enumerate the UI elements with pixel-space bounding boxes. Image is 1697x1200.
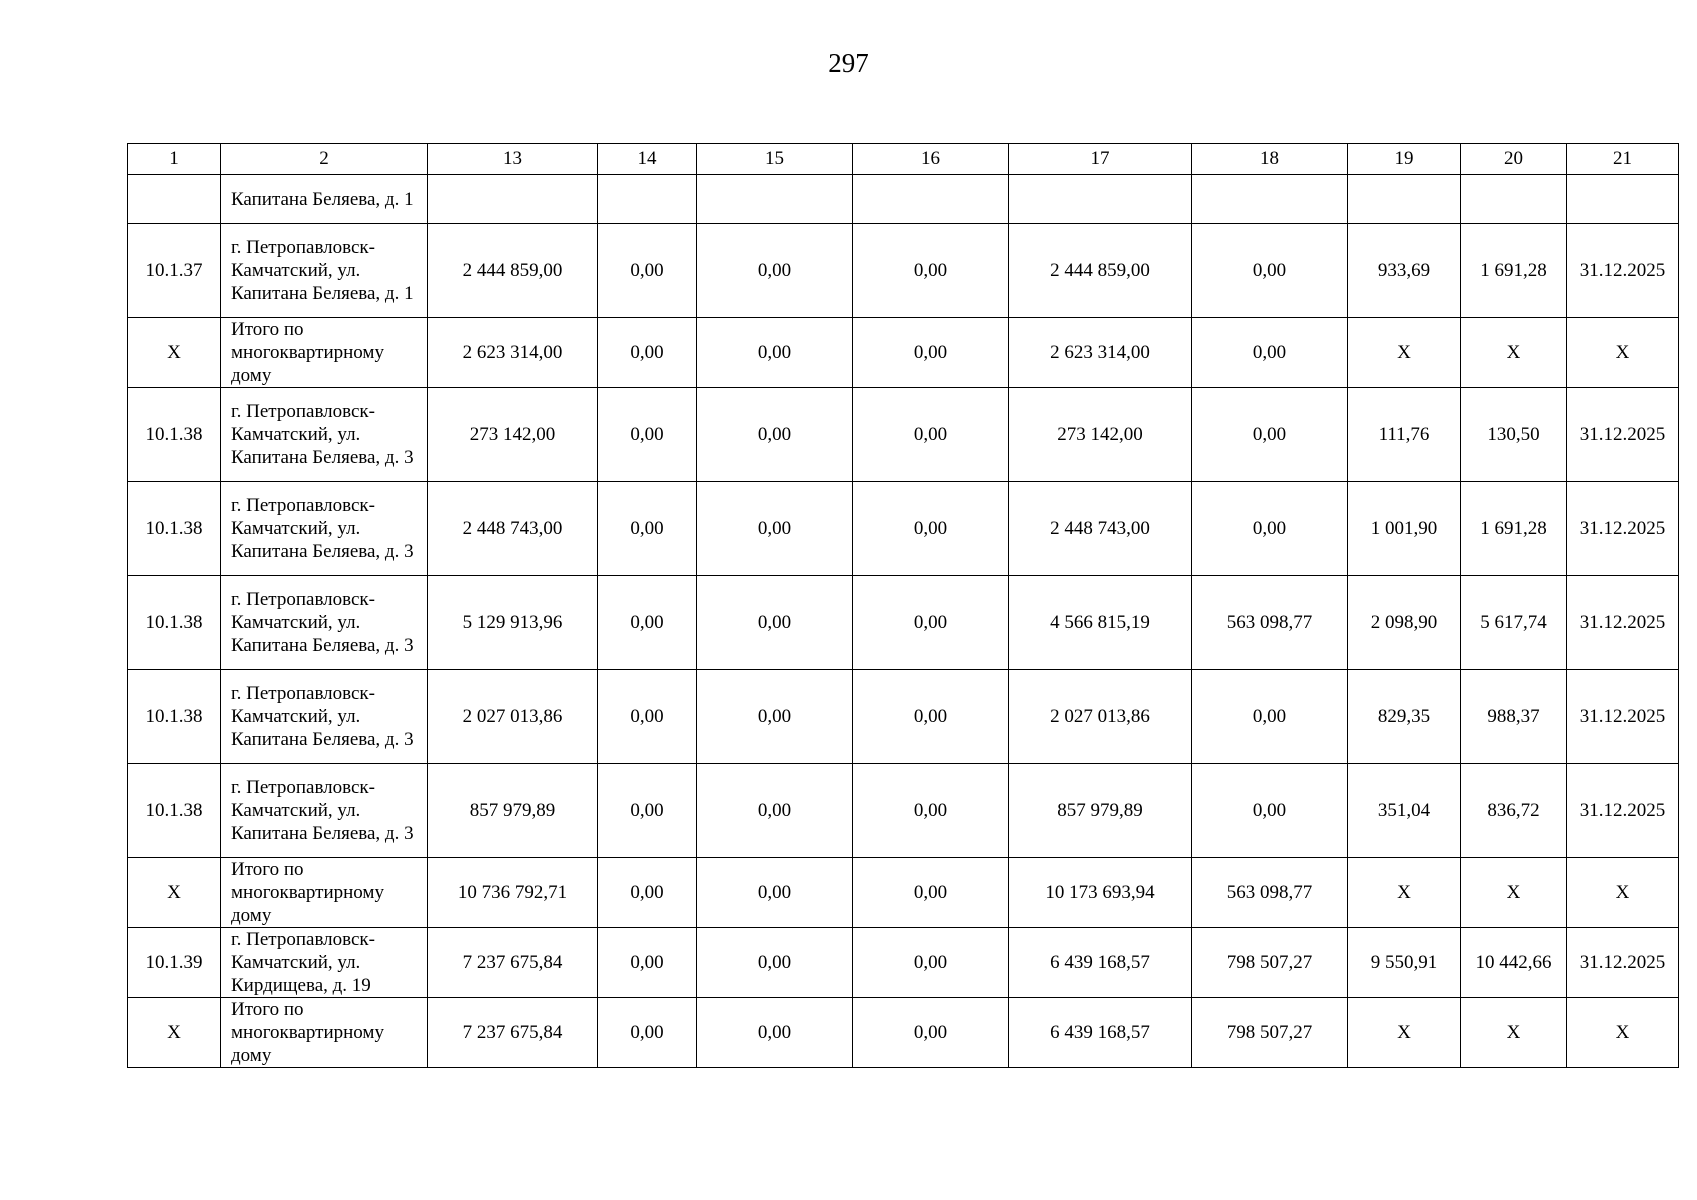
address-cell: г. Петропавловск-Камчатский, ул. Кирдищева, д. 19 xyxy=(221,928,428,998)
table-cell: 563 098,77 xyxy=(1192,576,1348,670)
row-number: 10.1.37 xyxy=(128,224,221,318)
address-cell: г. Петропавловск-Камчатский, ул. Капитана Беляева, д. 3 xyxy=(221,482,428,576)
table-row xyxy=(128,858,1679,928)
table-cell: 2 448 743,00 xyxy=(428,482,598,576)
table-cell: 0,00 xyxy=(598,670,697,764)
table-cell: 6 439 168,57 xyxy=(1009,998,1192,1068)
row-number xyxy=(128,175,221,224)
table-cell: 31.12.2025 xyxy=(1567,670,1679,764)
table-cell: 0,00 xyxy=(853,858,1009,928)
table-cell: 7 237 675,84 xyxy=(428,998,598,1068)
table-cell: 0,00 xyxy=(598,482,697,576)
data-table xyxy=(127,143,1679,1068)
table-cell: 0,00 xyxy=(853,224,1009,318)
column-header: 18 xyxy=(1192,144,1348,175)
row-number: 10.1.38 xyxy=(128,764,221,858)
table-header xyxy=(128,144,1679,175)
address-cell: Итого по многоквартирному дому xyxy=(221,998,428,1068)
table-cell: 0,00 xyxy=(853,928,1009,998)
table-cell: 0,00 xyxy=(697,998,853,1068)
table-row xyxy=(128,670,1679,764)
row-number: 10.1.38 xyxy=(128,388,221,482)
address-cell: Капитана Беляева, д. 1 xyxy=(221,175,428,224)
table-cell: 2 444 859,00 xyxy=(428,224,598,318)
table-cell: 7 237 675,84 xyxy=(428,928,598,998)
table-cell: 31.12.2025 xyxy=(1567,388,1679,482)
table-cell: 10 736 792,71 xyxy=(428,858,598,928)
column-header: 16 xyxy=(853,144,1009,175)
table-cell: 2 623 314,00 xyxy=(1009,318,1192,388)
column-header: 15 xyxy=(697,144,853,175)
table-cell: X xyxy=(1567,858,1679,928)
column-header: 17 xyxy=(1009,144,1192,175)
table-cell: 0,00 xyxy=(1192,764,1348,858)
table-cell: 4 566 815,19 xyxy=(1009,576,1192,670)
table-cell: 31.12.2025 xyxy=(1567,576,1679,670)
table-cell: 0,00 xyxy=(697,670,853,764)
table-cell: 2 098,90 xyxy=(1348,576,1461,670)
table-cell: 0,00 xyxy=(598,388,697,482)
address-cell: Итого по многоквартирному дому xyxy=(221,318,428,388)
table-row xyxy=(128,318,1679,388)
row-number: X xyxy=(128,318,221,388)
address-cell: г. Петропавловск-Камчатский, ул. Капитана Беляева, д. 3 xyxy=(221,670,428,764)
table-cell: 933,69 xyxy=(1348,224,1461,318)
table-cell: 857 979,89 xyxy=(428,764,598,858)
table-cell: 0,00 xyxy=(853,388,1009,482)
table-cell: 0,00 xyxy=(853,482,1009,576)
table-cell: 0,00 xyxy=(1192,388,1348,482)
table-cell: 31.12.2025 xyxy=(1567,928,1679,998)
table-cell: 31.12.2025 xyxy=(1567,764,1679,858)
row-number: X xyxy=(128,998,221,1068)
table-cell: 0,00 xyxy=(697,858,853,928)
table-cell: 0,00 xyxy=(1192,318,1348,388)
table-cell: 0,00 xyxy=(1192,224,1348,318)
table-cell: 2 027 013,86 xyxy=(1009,670,1192,764)
column-header: 19 xyxy=(1348,144,1461,175)
table-row xyxy=(128,482,1679,576)
table-cell: 798 507,27 xyxy=(1192,928,1348,998)
column-header: 1 xyxy=(128,144,221,175)
table-cell: 0,00 xyxy=(1192,670,1348,764)
table-row xyxy=(128,576,1679,670)
table-cell: 0,00 xyxy=(598,928,697,998)
table-row xyxy=(128,388,1679,482)
table-cell: 829,35 xyxy=(1348,670,1461,764)
table-cell: 988,37 xyxy=(1461,670,1567,764)
table-cell: 0,00 xyxy=(853,318,1009,388)
table-cell: 10 442,66 xyxy=(1461,928,1567,998)
table-cell: X xyxy=(1461,998,1567,1068)
table-cell: X xyxy=(1567,318,1679,388)
table-cell: 0,00 xyxy=(598,224,697,318)
table-cell: 6 439 168,57 xyxy=(1009,928,1192,998)
column-header: 21 xyxy=(1567,144,1679,175)
table-cell: 0,00 xyxy=(697,388,853,482)
row-number: 10.1.38 xyxy=(128,482,221,576)
table-cell: 2 623 314,00 xyxy=(428,318,598,388)
address-cell: г. Петропавловск-Камчатский, ул. Капитана Беляева, д. 1 xyxy=(221,224,428,318)
table-cell xyxy=(1567,175,1679,224)
table-cell xyxy=(1192,175,1348,224)
column-header: 13 xyxy=(428,144,598,175)
table-cell: 351,04 xyxy=(1348,764,1461,858)
table-cell: 0,00 xyxy=(598,764,697,858)
table-cell: 1 691,28 xyxy=(1461,224,1567,318)
table-cell: 2 027 013,86 xyxy=(428,670,598,764)
table-cell: 0,00 xyxy=(697,764,853,858)
table-cell: 0,00 xyxy=(853,576,1009,670)
address-cell: Итого по многоквартирному дому xyxy=(221,858,428,928)
table-cell: 857 979,89 xyxy=(1009,764,1192,858)
table-cell: 0,00 xyxy=(697,576,853,670)
table-cell xyxy=(598,175,697,224)
table-cell: 0,00 xyxy=(598,318,697,388)
address-cell: г. Петропавловск-Камчатский, ул. Капитана Беляева, д. 3 xyxy=(221,576,428,670)
table-cell: X xyxy=(1348,318,1461,388)
table-cell: 0,00 xyxy=(697,928,853,998)
table-cell: 0,00 xyxy=(697,224,853,318)
column-header: 2 xyxy=(221,144,428,175)
page-number: 297 xyxy=(828,48,869,78)
table-cell: 130,50 xyxy=(1461,388,1567,482)
table-cell: X xyxy=(1461,318,1567,388)
table-cell: 563 098,77 xyxy=(1192,858,1348,928)
table-cell: 836,72 xyxy=(1461,764,1567,858)
table-cell: 2 444 859,00 xyxy=(1009,224,1192,318)
column-header: 20 xyxy=(1461,144,1567,175)
table-cell: 0,00 xyxy=(598,858,697,928)
table-row xyxy=(128,764,1679,858)
table-cell: 2 448 743,00 xyxy=(1009,482,1192,576)
table-row xyxy=(128,928,1679,998)
table-body xyxy=(128,175,1679,1068)
row-number: 10.1.38 xyxy=(128,576,221,670)
table-row xyxy=(128,224,1679,318)
table-cell: X xyxy=(1348,858,1461,928)
table-cell xyxy=(1348,175,1461,224)
address-cell: г. Петропавловск-Камчатский, ул. Капитана Беляева, д. 3 xyxy=(221,764,428,858)
table-cell: 5 129 913,96 xyxy=(428,576,598,670)
table-cell: 1 691,28 xyxy=(1461,482,1567,576)
row-number: 10.1.39 xyxy=(128,928,221,998)
table-cell: 5 617,74 xyxy=(1461,576,1567,670)
table-cell: 0,00 xyxy=(697,318,853,388)
table-cell: 0,00 xyxy=(853,670,1009,764)
table-cell: 10 173 693,94 xyxy=(1009,858,1192,928)
column-header: 14 xyxy=(598,144,697,175)
table-cell: 0,00 xyxy=(598,576,697,670)
header-row xyxy=(128,144,1679,175)
table-cell: 9 550,91 xyxy=(1348,928,1461,998)
table-row xyxy=(128,175,1679,224)
table-row xyxy=(128,998,1679,1068)
table-cell: 0,00 xyxy=(853,998,1009,1068)
table-cell: 0,00 xyxy=(853,764,1009,858)
table-cell xyxy=(853,175,1009,224)
table-cell xyxy=(428,175,598,224)
table-cell: 0,00 xyxy=(1192,482,1348,576)
row-number: 10.1.38 xyxy=(128,670,221,764)
table-cell: 273 142,00 xyxy=(1009,388,1192,482)
table-cell: X xyxy=(1567,998,1679,1068)
table-cell xyxy=(1461,175,1567,224)
table-cell: 0,00 xyxy=(598,998,697,1068)
table-cell: 798 507,27 xyxy=(1192,998,1348,1068)
table-cell: 31.12.2025 xyxy=(1567,224,1679,318)
address-cell: г. Петропавловск-Камчатский, ул. Капитана Беляева, д. 3 xyxy=(221,388,428,482)
table-cell: 0,00 xyxy=(697,482,853,576)
table-cell xyxy=(697,175,853,224)
table-cell xyxy=(1009,175,1192,224)
row-number: X xyxy=(128,858,221,928)
table-cell: 273 142,00 xyxy=(428,388,598,482)
table-cell: X xyxy=(1348,998,1461,1068)
table-cell: 111,76 xyxy=(1348,388,1461,482)
table-cell: 1 001,90 xyxy=(1348,482,1461,576)
table-cell: 31.12.2025 xyxy=(1567,482,1679,576)
table-cell: X xyxy=(1461,858,1567,928)
